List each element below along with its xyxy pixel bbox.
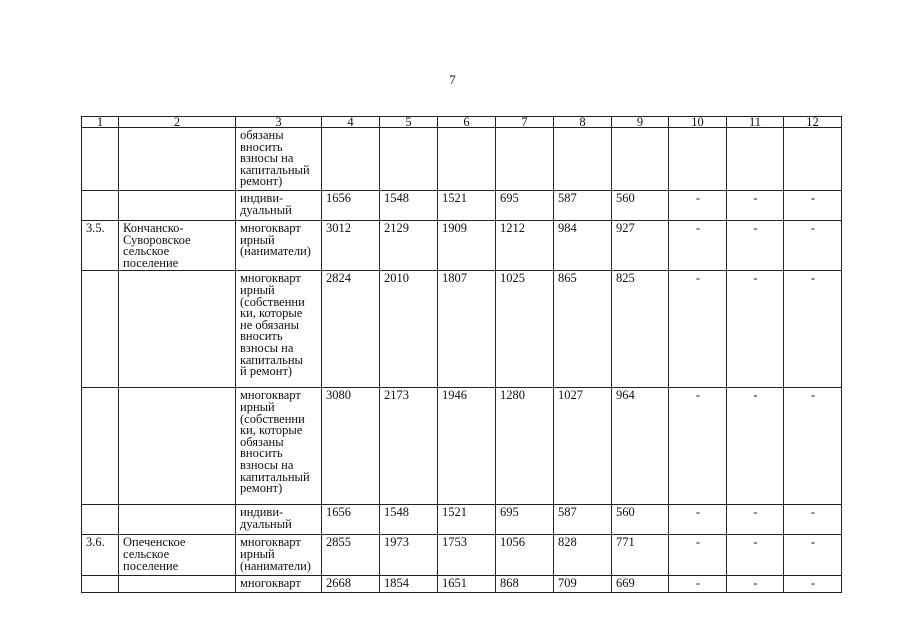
value-cell: 1056 [496, 535, 554, 576]
value-cell: - [669, 505, 727, 535]
settlement-cell [119, 576, 236, 593]
value-cell: - [727, 505, 784, 535]
value-cell: 587 [554, 191, 612, 221]
settlement-cell: Кончанско- Суворовское сельское поселение [119, 221, 236, 271]
housing-type-cell: многокварт ирный (наниматели) [236, 535, 322, 576]
value-cell: 3012 [322, 221, 380, 271]
column-header: 5 [380, 117, 438, 128]
settlement-cell [119, 128, 236, 191]
row-number-cell: 3.5. [82, 221, 119, 271]
table-row [82, 128, 842, 191]
row-number-cell [82, 388, 119, 505]
value-cell: 1521 [438, 505, 496, 535]
row-number-cell [82, 576, 119, 593]
value-cell: 825 [612, 271, 669, 388]
value-cell: 669 [612, 576, 669, 593]
value-cell: 560 [612, 505, 669, 535]
value-cell: 1025 [496, 271, 554, 388]
housing-type-cell: обязаны вносить взносы на капитальный ремонт) [236, 128, 322, 191]
value-cell: 1521 [438, 191, 496, 221]
value-cell: 3080 [322, 388, 380, 505]
value-cell [784, 128, 842, 191]
housing-type-cell: индиви- дуальный [236, 191, 322, 221]
housing-type-cell: многокварт [236, 576, 322, 593]
table-row [82, 388, 842, 505]
value-cell [669, 128, 727, 191]
value-cell: - [727, 576, 784, 593]
value-cell: 1753 [438, 535, 496, 576]
value-cell [496, 128, 554, 191]
page-number: 7 [449, 72, 456, 87]
value-cell: 2668 [322, 576, 380, 593]
value-cell: 865 [554, 271, 612, 388]
value-cell: 771 [612, 535, 669, 576]
value-cell: - [784, 191, 842, 221]
column-header: 10 [669, 117, 727, 128]
value-cell: 1807 [438, 271, 496, 388]
table-row [82, 271, 842, 388]
value-cell: - [669, 576, 727, 593]
row-number-cell [82, 128, 119, 191]
column-header: 7 [496, 117, 554, 128]
value-cell: 1946 [438, 388, 496, 505]
value-cell: - [784, 221, 842, 271]
settlement-cell [119, 505, 236, 535]
value-cell: - [727, 221, 784, 271]
value-cell: 1651 [438, 576, 496, 593]
value-cell: - [669, 191, 727, 221]
value-cell: 1909 [438, 221, 496, 271]
value-cell: - [784, 505, 842, 535]
table-row [82, 535, 842, 576]
value-cell: 1548 [380, 191, 438, 221]
value-cell: 927 [612, 221, 669, 271]
housing-type-cell: индиви- дуальный [236, 505, 322, 535]
value-cell: - [727, 271, 784, 388]
value-cell: 587 [554, 505, 612, 535]
value-cell: - [784, 388, 842, 505]
housing-type-cell: многокварт ирный (собственни ки, которые обязаны вносить взносы на капитальный ремонт) [236, 388, 322, 505]
row-number-cell: 3.6. [82, 535, 119, 576]
value-cell: 2855 [322, 535, 380, 576]
value-cell: 695 [496, 505, 554, 535]
housing-type-cell: многокварт ирный (собственни ки, которые не обязаны вносить взносы на капитальны й ремонт) [236, 271, 322, 388]
value-cell: 1854 [380, 576, 438, 593]
table-row [82, 221, 842, 271]
value-cell: - [784, 576, 842, 593]
value-cell: - [727, 535, 784, 576]
row-number-cell [82, 271, 119, 388]
row-number-cell [82, 505, 119, 535]
value-cell [380, 128, 438, 191]
value-cell: 2010 [380, 271, 438, 388]
value-cell: 868 [496, 576, 554, 593]
value-cell: 964 [612, 388, 669, 505]
settlement-cell [119, 191, 236, 221]
value-cell: 2173 [380, 388, 438, 505]
value-cell: 2129 [380, 221, 438, 271]
value-cell [322, 128, 380, 191]
value-cell [612, 128, 669, 191]
value-cell: - [727, 191, 784, 221]
value-cell: 2824 [322, 271, 380, 388]
value-cell [438, 128, 496, 191]
column-header: 2 [119, 117, 236, 128]
value-cell [554, 128, 612, 191]
column-header: 9 [612, 117, 669, 128]
value-cell: 1656 [322, 191, 380, 221]
column-header: 8 [554, 117, 612, 128]
tariff-table [81, 116, 842, 593]
value-cell: - [669, 535, 727, 576]
settlement-cell [119, 388, 236, 505]
column-header: 12 [784, 117, 842, 128]
value-cell: 984 [554, 221, 612, 271]
settlement-cell [119, 271, 236, 388]
value-cell: - [727, 388, 784, 505]
column-header: 6 [438, 117, 496, 128]
value-cell: - [784, 535, 842, 576]
value-cell: - [669, 271, 727, 388]
value-cell: 828 [554, 535, 612, 576]
column-header: 3 [236, 117, 322, 128]
settlement-cell: Опеченское сельское поселение [119, 535, 236, 576]
value-cell [727, 128, 784, 191]
table-row [82, 576, 842, 593]
table-row [82, 505, 842, 535]
value-cell: 1280 [496, 388, 554, 505]
value-cell: 1656 [322, 505, 380, 535]
value-cell: - [669, 221, 727, 271]
row-number-cell [82, 191, 119, 221]
table-row [82, 191, 842, 221]
value-cell: - [669, 388, 727, 505]
housing-type-cell: многокварт ирный (наниматели) [236, 221, 322, 271]
value-cell: 709 [554, 576, 612, 593]
column-header: 11 [727, 117, 784, 128]
value-cell: - [784, 271, 842, 388]
value-cell: 1548 [380, 505, 438, 535]
value-cell: 1027 [554, 388, 612, 505]
value-cell: 695 [496, 191, 554, 221]
column-header: 4 [322, 117, 380, 128]
value-cell: 1973 [380, 535, 438, 576]
table-header-row [82, 117, 842, 128]
value-cell: 560 [612, 191, 669, 221]
value-cell: 1212 [496, 221, 554, 271]
column-header: 1 [82, 117, 119, 128]
